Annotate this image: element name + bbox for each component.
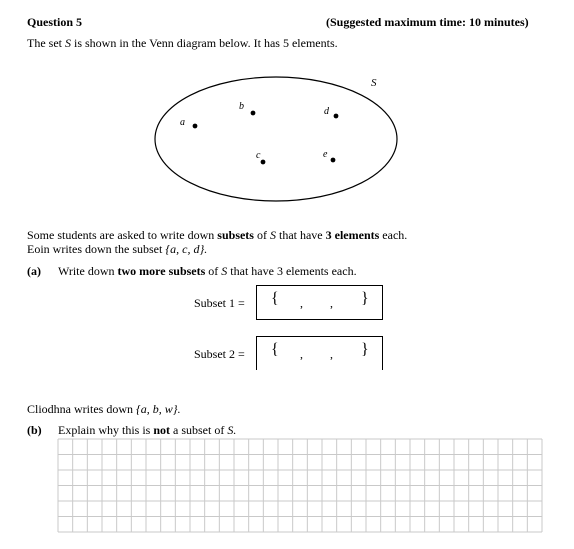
set-s-label: S <box>371 77 377 89</box>
svg-text:c: c <box>256 150 261 161</box>
suggested-time: (Suggested maximum time: 10 minutes) <box>326 15 529 29</box>
answer-grid[interactable] <box>57 438 543 533</box>
part-b-question: Explain why this is not a subset of S. <box>58 423 237 437</box>
subset-1-label: Subset 1 = <box>194 296 245 310</box>
svg-text:a: a <box>180 117 185 128</box>
set-s-ellipse <box>155 77 397 201</box>
comma: , <box>330 296 333 310</box>
open-brace: { <box>271 341 279 358</box>
part-a-label: (a) <box>27 264 41 278</box>
venn-diagram <box>0 0 574 230</box>
element-b <box>239 101 255 115</box>
intro-text: The set S is shown in the Venn diagram below. It has 5 elements. <box>27 36 338 50</box>
comma: , <box>300 347 303 361</box>
part-b-label: (b) <box>27 423 42 437</box>
eoin-text: Eoin writes down the subset {a, c, d}. <box>27 242 208 256</box>
question-title: Question 5 <box>27 15 83 29</box>
element-e <box>323 149 335 162</box>
part-a-question: Write down two more subsets of S that have 3 elements each. <box>58 264 357 278</box>
subset-1-answer-box[interactable] <box>256 285 383 320</box>
svg-text:d: d <box>324 106 329 117</box>
close-brace: } <box>361 290 369 307</box>
open-brace: { <box>271 290 279 307</box>
students-text: Some students are asked to write down subsets of S that have 3 elements each. <box>27 228 408 242</box>
comma: , <box>300 296 303 310</box>
subset-2-label: Subset 2 = <box>194 347 245 361</box>
comma: , <box>330 347 333 361</box>
element-c <box>256 150 265 164</box>
element-a <box>180 117 197 128</box>
subset-2-answer-box[interactable] <box>256 336 383 370</box>
element-d <box>324 106 338 118</box>
cliodhna-text: Cliodhna writes down {a, b, w}. <box>27 402 181 416</box>
close-brace: } <box>361 341 369 358</box>
svg-text:e: e <box>323 149 328 160</box>
svg-text:b: b <box>239 101 244 112</box>
